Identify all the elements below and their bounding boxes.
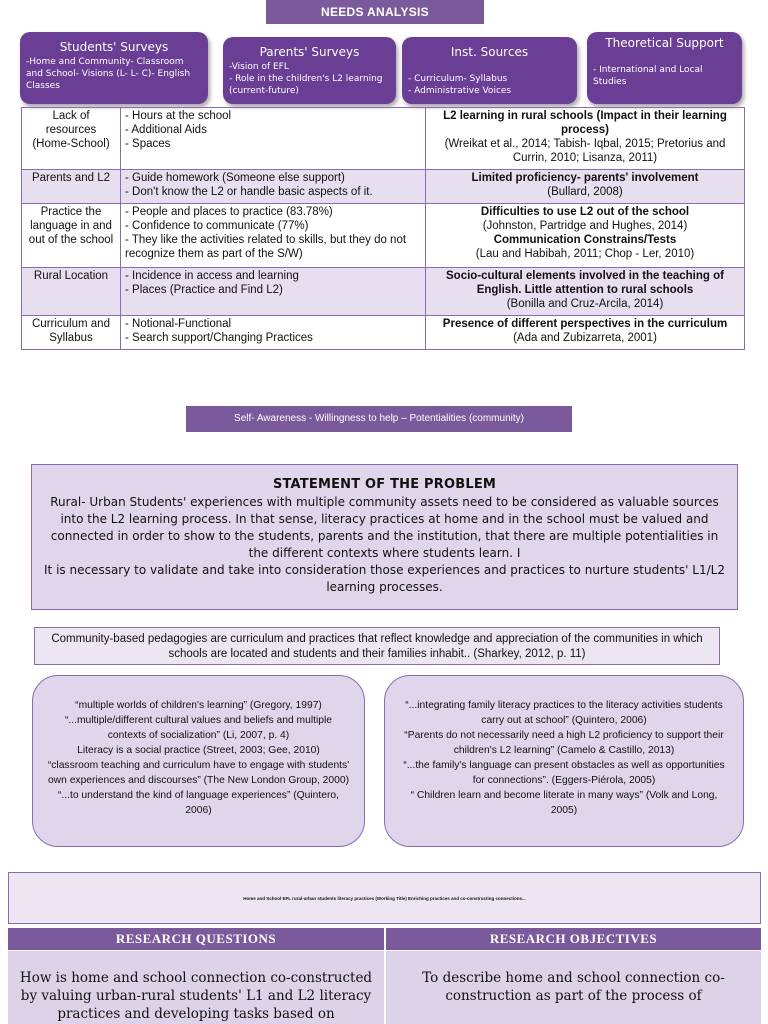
- category-cell: Practice the language in and out of the school: [22, 204, 121, 268]
- problem-statement: [31, 464, 738, 610]
- community-definition: Community-based pedagogies are curriculum and practices that reflect knowledge and appreciation of the communities in which schools are located and students and their families inhabit.. (Sharkey, 2012, p. 11): [34, 627, 720, 665]
- tab-title: Parents' Surveys: [259, 45, 360, 59]
- research-objective: To describe home and school connection co-construction as part of the process of: [386, 951, 761, 1024]
- support-refs: (Wreikat et al., 2014; Tabish- Iqbal, 2015; Pretorius and Currin, 2010; Lisanza, 2011): [444, 138, 726, 164]
- working-title: Home and School EFL rural-urban students literacy practices (Working Title) Enriching practices and co-constructing connections...: [8, 872, 761, 924]
- tab-parents-surveys: [223, 37, 396, 104]
- tab-students-surveys: [20, 32, 208, 104]
- quote: “...to understand the kind of language experiences” (Quintero, 2006): [57, 790, 340, 816]
- category-cell: Parents and L2: [22, 170, 121, 204]
- table-row: [22, 316, 745, 350]
- table-row: [22, 268, 745, 316]
- research-question: How is home and school connection co-constructed by valuing urban-rural students' L1 and L2 literacy practices and developing tasks based on: [8, 951, 384, 1024]
- research-objectives-header: RESEARCH OBJECTIVES: [386, 928, 761, 950]
- support-heading: Limited proficiency- parents' involvement: [471, 172, 699, 184]
- support-cell: [426, 170, 745, 204]
- support-cell: [426, 316, 745, 350]
- tab-inst-sources: [402, 37, 577, 104]
- tab-body: -Vision of EFL - Role in the children's L2 learning (current-future): [229, 62, 383, 96]
- needs-cell: [121, 108, 426, 170]
- tab-body: -Home and Community- Classroom and School- Visions (L- L- C)- English Classes: [26, 57, 191, 91]
- quote: “multiple worlds of children's learning” (Gregory, 1997): [75, 700, 322, 711]
- quotes-box-right: [384, 675, 744, 847]
- tab-theoretical-support: [587, 32, 742, 104]
- need-item: - Notional-Functional: [125, 318, 232, 330]
- needs-table: [21, 107, 745, 350]
- support-heading: Communication Constrains/Tests: [493, 234, 677, 246]
- need-item: - Places (Practice and Find L2): [125, 284, 283, 296]
- support-refs: (Johnston, Partridge and Hughes, 2014): [482, 220, 688, 232]
- quote: Literacy is a social practice (Street, 2003; Gee, 2010): [77, 745, 320, 756]
- support-heading: L2 learning in rural schools (Impact in their learning process): [443, 110, 727, 136]
- need-item: - Additional Aids: [125, 124, 207, 136]
- table-row: [22, 204, 745, 268]
- support-heading: Presence of different perspectives in the curriculum: [442, 318, 728, 330]
- support-heading: Difficulties to use L2 out of the school: [480, 206, 690, 218]
- category-cell: Rural Location: [22, 268, 121, 316]
- support-cell: [426, 268, 745, 316]
- need-item: - Confidence to communicate (77%): [125, 220, 309, 232]
- support-refs: (Lau and Habibah, 2011; Chop - Ler, 2010): [475, 248, 695, 260]
- category-cell: Lack of resources (Home-School): [22, 108, 121, 170]
- support-heading: Socio-cultural elements involved in the teaching of English. Little attention to rural schools: [446, 270, 724, 296]
- support-cell: [426, 108, 745, 170]
- category-cell: Curriculum and Syllabus: [22, 316, 121, 350]
- need-item: - Hours at the school: [125, 110, 232, 122]
- quote: “...multiple/different cultural values and beliefs and multiple contexts of socialization” (Li, 2007, p. 4): [64, 715, 333, 741]
- problem-body: It is necessary to validate and take into consideration those experiences and practices to nurture students' L1/L2 learning processes.: [44, 563, 725, 594]
- quote: “Parents do not necessarily need a high L2 proficiency to support their children's L2 learning” (Camelo & Castillo, 2013): [404, 730, 724, 756]
- needs-cell: [121, 316, 426, 350]
- need-item: - Spaces: [125, 138, 171, 150]
- support-refs: (Bullard, 2008): [547, 186, 623, 198]
- support-refs: (Bonilla and Cruz-Arcila, 2014): [506, 298, 664, 310]
- tab-title: Inst. Sources: [450, 45, 529, 59]
- quote: “...integrating family literacy practices to the literacy activities students carry out at school” (Quintero, 2006): [405, 700, 723, 726]
- tab-title: Students' Surveys: [59, 40, 169, 54]
- quotes-box-left: [32, 675, 365, 847]
- table-row: [22, 108, 745, 170]
- tab-body: - International and Local Studies: [593, 65, 703, 87]
- tab-body: - Curriculum- Syllabus - Administrative Voices: [408, 74, 512, 96]
- need-item: - Search support/Changing Practices: [125, 332, 313, 344]
- quote: “classroom teaching and curriculum have to engage with students' own experiences and discourses” (The New London Group, 2000): [47, 760, 350, 786]
- support-refs: (Ada and Zubizarreta, 2001): [513, 332, 657, 344]
- needs-cell: [121, 170, 426, 204]
- quote: “ Children learn and become literate in many ways” (Volk and Long, 2005): [410, 790, 718, 816]
- research-questions-header: RESEARCH QUESTIONS: [8, 928, 384, 950]
- tab-title: Theoretical Support: [605, 36, 724, 50]
- problem-body: Rural- Urban Students' experiences with multiple community assets need to be considered as valuable sources into the L2 learning process. In that sense, literacy practices at home and in the school must be valued and connected in order to show to the students, parents and the institution, that there are multiple potentialities in the different contexts where students learn. I: [50, 495, 719, 560]
- need-item: - They like the activities related to skills, but they do not recognize them as part of the S/W): [125, 234, 407, 260]
- need-item: - Incidence in access and learning: [125, 270, 299, 282]
- need-item: - People and places to practice (83.78%): [125, 206, 333, 218]
- page-title: NEEDS ANALYSIS: [266, 0, 484, 24]
- quote: “...the family's language can present obstacles as well as opportunities for connections”. (Eggers-Piérola, 2005): [403, 760, 725, 786]
- need-item: - Don't know the L2 or handle basic aspects of it.: [125, 186, 373, 198]
- needs-cell: [121, 204, 426, 268]
- needs-cell: [121, 268, 426, 316]
- awareness-banner: Self- Awareness - Willingness to help – Potentialities (community): [186, 406, 572, 432]
- need-item: - Guide homework (Someone else support): [125, 172, 345, 184]
- support-cell: [426, 204, 745, 268]
- table-row: [22, 170, 745, 204]
- problem-title: STATEMENT OF THE PROBLEM: [272, 477, 497, 492]
